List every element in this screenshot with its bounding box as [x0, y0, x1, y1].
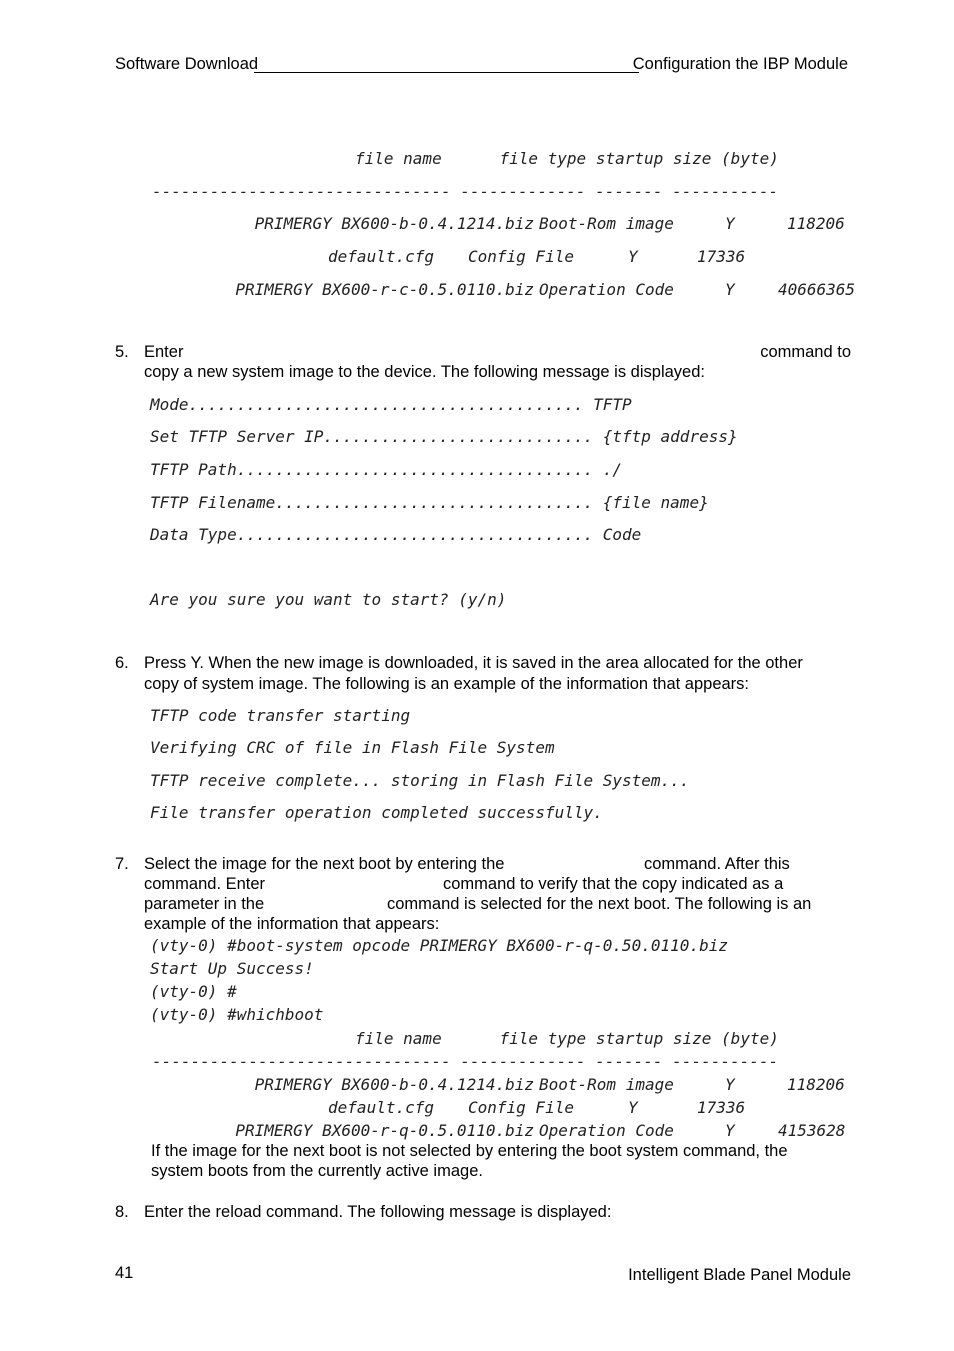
code-line: Mode......................................... TFTP	[150, 395, 632, 414]
file-type: Operation Code	[539, 280, 674, 299]
step6-text: Press Y. When the new image is downloaded, it is saved in the area allocated for the other	[144, 654, 803, 672]
startup-flag: Y	[725, 280, 735, 299]
step5-lead: Enter	[144, 343, 184, 361]
code-line: TFTP receive complete... storing in Flash File System...	[150, 771, 690, 790]
file-type: Config File	[468, 1098, 574, 1117]
startup-flag: Y	[628, 247, 638, 266]
header-rule	[254, 72, 639, 73]
step8-text: Enter the reload command. The following message is displayed:	[144, 1203, 612, 1221]
code-line: File transfer operation completed successfully.	[150, 803, 603, 822]
step7-text: command. Enter	[144, 875, 266, 893]
step-number: 7.	[115, 855, 129, 873]
footer-title: Intelligent Blade Panel Module	[628, 1266, 851, 1284]
code-line: Data Type..................................... Code	[150, 525, 642, 544]
file-name: default.cfg	[328, 1098, 434, 1117]
step-number: 8.	[115, 1203, 129, 1221]
file-name: PRIMERGY BX600-r-q-0.5.0110.biz	[235, 1121, 534, 1140]
file-size: 17336	[697, 1098, 746, 1117]
step7-text: example of the information that appears:	[144, 915, 440, 933]
step6-text: copy of system image. The following is an example of the information that appears:	[144, 675, 750, 693]
header-chapter-title: Configuration the IBP Module	[632, 55, 848, 73]
step7-text: command. After this	[644, 855, 790, 873]
table1-column-header: file name file type startup size (byte)	[355, 149, 779, 168]
code-line: (vty-0) #whichboot	[150, 1005, 324, 1024]
file-type: Boot-Rom image	[539, 214, 674, 233]
step7-note: system boots from the currently active image.	[151, 1162, 483, 1180]
code-line: Set TFTP Server IP............................ {tftp address}	[150, 427, 738, 446]
page-number: 41	[115, 1264, 134, 1282]
file-size: 118206	[787, 214, 845, 233]
startup-flag: Y	[725, 1121, 735, 1140]
startup-flag: Y	[628, 1098, 638, 1117]
step7-text: command is selected for the next boot. The following is an	[387, 895, 812, 913]
file-type: Config File	[468, 247, 574, 266]
header-section-title: Software Download	[115, 55, 259, 73]
step7-text: command to verify that the copy indicated as a	[443, 875, 784, 893]
file-name: PRIMERGY BX600-b-0.4.1214.biz	[254, 214, 534, 233]
file-size: 4153628	[778, 1121, 846, 1140]
file-type: Operation Code	[539, 1121, 674, 1140]
step7-text: Select the image for the next boot by entering the	[144, 855, 505, 873]
step-number: 5.	[115, 343, 129, 361]
startup-flag: Y	[725, 214, 735, 233]
file-size: 118206	[787, 1075, 845, 1094]
startup-flag: Y	[725, 1075, 735, 1094]
file-name: default.cfg	[328, 247, 434, 266]
step5-trail: command to	[760, 343, 851, 361]
step7-note: If the image for the next boot is not selected by entering the boot system command, the	[151, 1142, 788, 1160]
step-number: 6.	[115, 654, 129, 672]
code-line: Verifying CRC of file in Flash File System	[150, 738, 555, 757]
table2-divider: ------------------------------- ------------- ------- -----------	[152, 1052, 779, 1071]
code-line: TFTP Filename................................. {file name}	[150, 493, 709, 512]
code-line: Are you sure you want to start? (y/n)	[150, 590, 507, 609]
file-size: 40666365	[778, 280, 856, 299]
file-size: 17336	[697, 247, 746, 266]
table1-divider: ------------------------------- ------------- ------- -----------	[152, 182, 779, 201]
code-line: TFTP code transfer starting	[150, 706, 411, 725]
step5-text: copy a new system image to the device. The following message is displayed:	[144, 363, 705, 381]
file-name: PRIMERGY BX600-r-c-0.5.0110.biz	[235, 280, 534, 299]
code-line: Start Up Success!	[150, 959, 314, 978]
code-line: (vty-0) #boot-system opcode PRIMERGY BX600-r-q-0.50.0110.biz	[150, 936, 728, 955]
file-type: Boot-Rom image	[539, 1075, 674, 1094]
file-name: PRIMERGY BX600-b-0.4.1214.biz	[254, 1075, 534, 1094]
code-line: TFTP Path..................................... ./	[150, 460, 623, 479]
step7-text: parameter in the	[144, 895, 265, 913]
code-line: (vty-0) #	[150, 982, 237, 1001]
table2-column-header: file name file type startup size (byte)	[355, 1029, 779, 1048]
